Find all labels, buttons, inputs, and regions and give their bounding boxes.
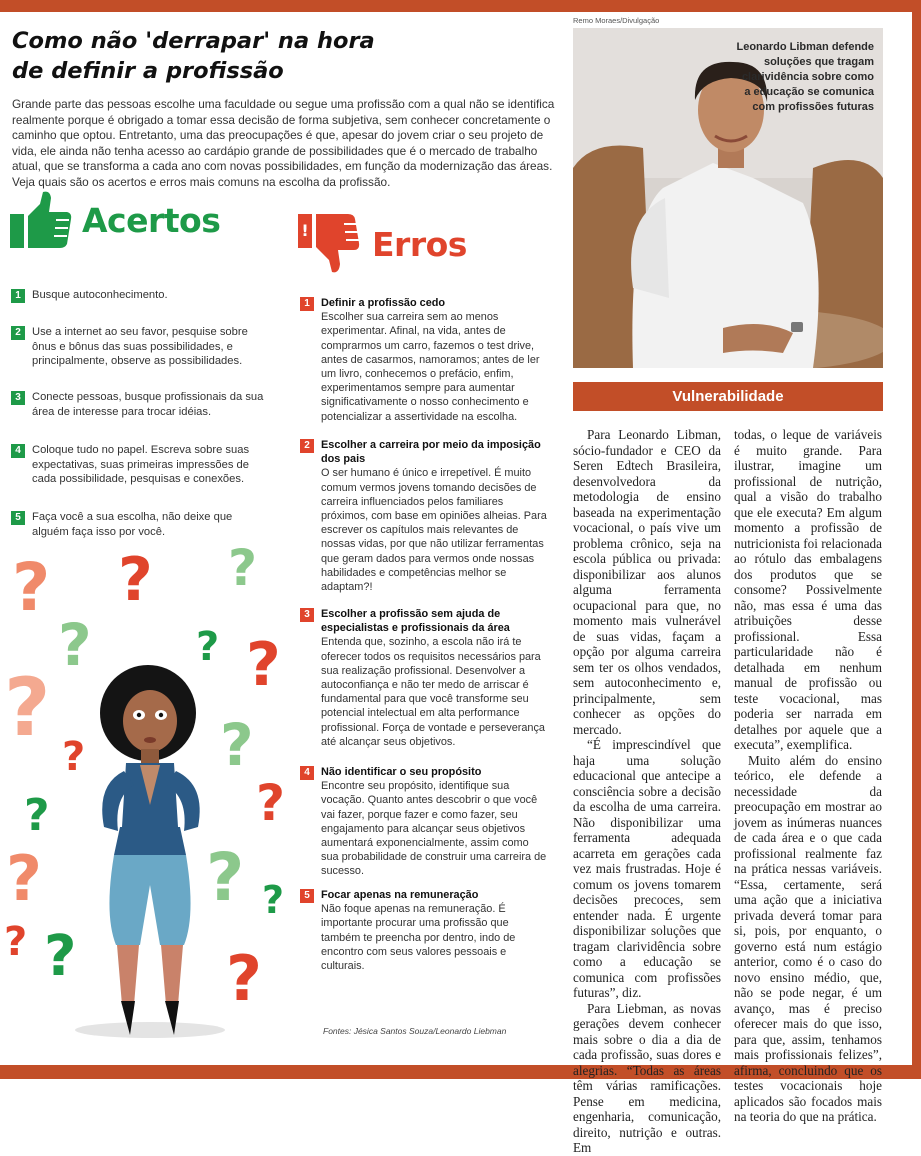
thumbs-down-icon — [298, 212, 362, 276]
erro-text: Escolher sua carreira sem ao menos experimentar. Afinal, na vida, antes de comprarmos um carro, fazemos o test drive, antes de casarmos, namoramos; antes de ler um livro, conhecemos o prefácio, enfim, experimentamos sempre para aumentar significativamente o nosso conhecimento e potencializar a assertividade na escolha. — [321, 311, 540, 423]
acertos-heading — [10, 190, 220, 250]
photo-caption: Leonardo Libman defende soluções que tragam clarividência sobre como a educação se comunica com profissões futuras — [736, 41, 874, 113]
erro-title: Focar apenas na remuneração — [321, 889, 479, 901]
acerto-item — [11, 443, 272, 487]
erro-item — [300, 296, 549, 424]
item-number: 1 — [11, 289, 25, 303]
item-number: 5 — [300, 889, 314, 903]
body-paragraph: “É imprescindível que haja uma solução educacional que antecipe a consciência sobre a decisão da escolha de uma carreira. Não disponibilizar uma ferramenta adequada acarreta em gerações cada vez mais frustradas. Hoje é comum os jovens tomarem decisões precoces, sem entender nada. É urgente disponibilizar soluções que tragam clarividência sobre como a educação se comunica com profissões futuras”, diz. — [573, 737, 721, 1000]
erro-text: Entenda que, sozinho, a escola não irá te oferecer todos os requisitos necessários para sua realização profissional. Desenvolver a autoconfiança e não ter medo de arriscar é fundamental para que você transforme seu potencial intelectual em alta performance profissional. Força de vontade e perseverança até alcançar seus objetivos. — [321, 636, 545, 748]
erro-title: Não identificar o seu propósito — [321, 766, 482, 778]
title-line-2: de definir a profissão — [12, 58, 284, 84]
item-number: 3 — [300, 608, 314, 622]
svg-text:?: ? — [206, 839, 245, 916]
acerto-item — [11, 390, 272, 419]
acertos-label: Acertos — [82, 200, 221, 240]
thumbs-up-icon — [10, 190, 72, 250]
svg-text:?: ? — [262, 878, 285, 922]
body-paragraph: Para Leonardo Libman, sócio-fundador e CEO da Seren Edtech Brasileira, desenvolvedora da metodologia de ensino baseada na experimentação vocacional, o país vive um problema crônico, seja na escola pública ou privada: disponibilizar aos alunos alguma ferramenta ocupacional para que, no momento mais vulnerável de suas vidas, façam a opção por alguma carreira sem ter os olhos vendados, sem autoconhecimento e, principalmente, sem conhecer as opções do mercado. — [573, 427, 721, 737]
svg-text:?: ? — [196, 624, 220, 670]
body-paragraph: Para Liebman, as novas gerações devem conhecer mais sobre o dia a dia de cada profissão, suas dores e alegrias. “Todas as áreas têm várias ramificações. Pense em medicina, engenharia, comunicação, direito, nutrição e outras. Em — [573, 1000, 721, 1155]
item-number: 2 — [300, 439, 314, 453]
svg-text:?: ? — [4, 919, 28, 965]
svg-text:?: ? — [12, 549, 51, 626]
body-column-2 — [734, 427, 882, 1125]
item-number: 4 — [11, 444, 25, 458]
article-title — [12, 26, 552, 86]
svg-text:?: ? — [58, 611, 92, 679]
svg-text:?: ? — [246, 630, 281, 700]
svg-text:?: ? — [256, 774, 286, 832]
item-number: 3 — [11, 391, 25, 405]
svg-text:?: ? — [220, 711, 254, 779]
svg-text:?: ? — [6, 842, 42, 915]
item-number: 1 — [300, 297, 314, 311]
acerto-text: Conecte pessoas, busque profissionais da sua área de interesse para trocar idéias. — [32, 391, 264, 418]
erro-text: Encontre seu propósito, identifique sua vocação. Quanto antes descobrir o que você vai fazer, porque fazer e como fazer, seu engajamento para alcançar seus objetivos aumentará exponencialmente, assim como sua probabilidade de construir uma carreira de sucesso. — [321, 780, 547, 878]
confused-woman-illustration — [0, 535, 300, 1045]
body-column-1 — [573, 427, 721, 1156]
erros-heading — [298, 212, 467, 276]
acerto-item — [11, 325, 272, 369]
erro-title: Escolher a profissão sem ajuda de especialistas e profissionais da área — [321, 608, 510, 635]
erro-text: Não foque apenas na remuneração. É importante procurar uma profissão que também te preencha por dentro, indo de encontro com seus valores pessoais e culturais. — [321, 903, 516, 973]
erro-item — [300, 607, 549, 749]
svg-text:?: ? — [24, 790, 50, 841]
intro-paragraph: Grande parte das pessoas escolhe uma faculdade ou segue uma profissão com a qual não se identifica realmente porque é obrigado a tomar essa decisão de forma subjetiva, sem conhecer concretamente o caminho que optou. Entretanto, uma das preocupações é que, apesar do jovem criar o seu projeto de vida, ele ainda não tenha acesso ao cardápio grande de possibilidades que é o mercado de trabalho atual, que se transforma a cada ano com novas possibilidades, em função da modernização das áreas. Veja quais são os acertos e erros mais comuns na escolha da profissão. — [12, 97, 555, 189]
erro-title: Escolher a carreira por meio da imposição dos pais — [321, 439, 541, 466]
acerto-text: Use a internet ao seu favor, pesquise sobre ônus e bônus das suas possibilidades, e principalmente, observe as possibilidades. — [32, 326, 248, 368]
photo-credit: Remo Moraes/Divulgação — [573, 16, 660, 25]
acerto-text: Busque autoconhecimento. — [32, 289, 168, 301]
sources-note: Fontes: Jésica Santos Souza/Leonardo Liebman — [323, 1026, 507, 1036]
body-paragraph: Muito além do ensino teórico, ele defende a necessidade da preocupação em mostrar ao jovem as inúmeras nuances de cada área e o que cada profissional realmente faz na prática nessas variáveis. “Essa, certamente, será uma ação que a iniciativa privada deverá tomar para si, pois, por enquanto, o governo está num estágio anterior, como é o caso do novo ensino médio, que, não se pode negar, é um avanço, mas é preciso oferecer mais do que isso, para que, assim, tenhamos mais profissionais felizes”, afirma, concluindo que os testes vocacionais hoje aplicados são focados mais na teoria do que na prática. — [734, 752, 882, 1124]
svg-text:?: ? — [4, 661, 51, 754]
erros-label: Erros — [372, 224, 467, 264]
erro-text: O ser humano é único e irrepetível. É muito comum vermos jovens tomando decisões de carreira influenciados pelos familiares próximos, com base em opiniões alheias. Para escrever os capítulos mais relevantes de nossas vidas, por que não utilizar ferramentas que geram dados para vermos onde nossas habilidades e competências melhor se adaptam?! — [321, 467, 547, 594]
body-paragraph: todas, o leque de variáveis é muito grande. Para ilustrar, imagine um profissional de nutrição, qual a visão do trabalho que ele executa? Em algum momento a profissão de nutricionista foi relacionada ao rótulo das embalagens dos produtos que se consome? Possivelmente não, mas essa é uma das atribuições desse profissional. Essa particularidade não é detalhada em nenhum manual de profissão ou teste vocacional, mas poderia ser narrada em detalhes por aquele que a executa”, exemplifica. — [734, 427, 882, 752]
item-number: 5 — [11, 511, 25, 525]
svg-text:?: ? — [44, 924, 77, 989]
item-number: 2 — [11, 326, 25, 340]
svg-text:?: ? — [118, 545, 153, 615]
svg-text:?: ? — [228, 539, 258, 597]
vulnerabilidade-heading: Vulnerabilidade — [573, 382, 883, 411]
top-border — [0, 0, 921, 12]
title-line-1: Como não 'derrapar' na hora — [12, 28, 375, 54]
svg-text:?: ? — [226, 942, 262, 1015]
item-number: 4 — [300, 766, 314, 780]
acerto-text: Coloque tudo no papel. Escreva sobre suas expectativas, suas primeiras impressões de cada possibilidade, pesquisas e conexões. — [32, 444, 250, 486]
erro-item — [300, 888, 549, 973]
svg-text:!: ! — [301, 221, 309, 240]
erro-item — [300, 765, 549, 879]
woman-figure — [100, 665, 200, 1035]
right-border — [912, 0, 921, 1079]
acerto-text: Faça você a sua escolha, não deixe que alguém faça isso por você. — [32, 511, 233, 538]
svg-text:?: ? — [62, 734, 86, 780]
erro-title: Definir a profissão cedo — [321, 297, 446, 309]
acerto-item — [11, 288, 272, 303]
erro-item — [300, 438, 549, 594]
